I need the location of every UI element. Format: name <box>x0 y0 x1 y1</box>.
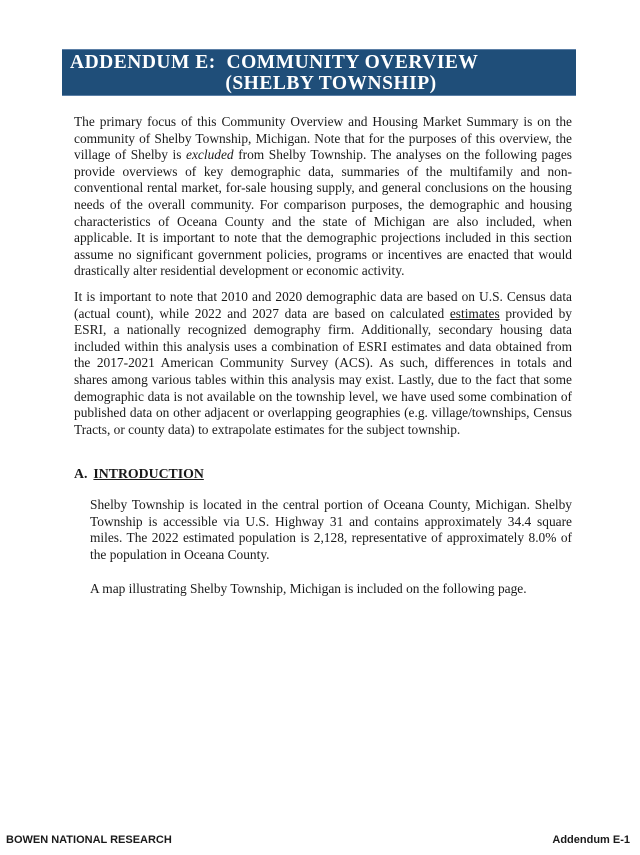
section-a-paragraph-1: Shelby Township is located in the central portion of Oceana County, Michigan. Shelby Township is accessible via U.S. Highway 31 and contains approximately 34.4 square miles. The 2022 estimated population is 2,128, representative of approximately 8.0% of the population in Oceana County. <box>90 497 572 562</box>
footer-page-number: Addendum E-1 <box>552 834 630 846</box>
addendum-title-banner <box>62 49 576 96</box>
footer-company-name: BOWEN NATIONAL RESEARCH <box>6 834 172 846</box>
section-a-paragraph-2: A map illustrating Shelby Township, Michigan is included on the following page. <box>90 581 527 596</box>
paragraph1-excluded-emphasis: excluded <box>186 147 234 163</box>
paragraph1-text-b: from Shelby Township. The analyses on the following pages provide overviews of key demographic data, summaries of the multifamily and non-conventional rental market, for-sale housing supply, and general conclusions on the housing needs of the overall community. For comparison purposes, the demographic and housing characteristics of Oceana County and the state of Michigan are also included, when applicable. It is important to note that the demographic projections included in this section assume no significant government policies, programs or incentives are enacted that would drastically alter residential development or economic activity. <box>74 147 572 279</box>
paragraph2-text-b: provided by ESRI, a nationally recognized demography firm. Additionally, secondary housing data included within this analysis uses a combination of ESRI estimates and data obtained from the 2017-2021 American Community Survey (ACS). As such, differences in totals and shares among various tables within this analysis may exist. Lastly, due to the fact that some demographic data is not available on the township level, we have used some combination of published data on other adjacent or overlapping geographies (e.g. village/townships, Census Tracts, or county data) to extrapolate estimates for the subject township. <box>74 305 573 437</box>
section-a-title: INTRODUCTION <box>93 466 204 481</box>
section-a-letter: A. <box>74 466 88 481</box>
intro-paragraph-2 <box>74 289 572 438</box>
title-line-2: (SHELBY TOWNSHIP) <box>225 73 437 94</box>
paragraph2-estimates-underline: estimates <box>449 305 500 321</box>
section-a-heading <box>74 466 204 482</box>
paragraph2-text-a: It is important to note that 2010 and 2020 demographic data are based on U.S. Census data (actual count), while 2022 and 2027 data are based on calculated <box>74 289 572 321</box>
intro-paragraph-1 <box>74 114 572 280</box>
title-line-1: ADDENDUM E: COMMUNITY OVERVIEW <box>70 52 479 73</box>
paragraph1-text-a: The primary focus of this Community Overview and Housing Market Summary is on the community of Shelby Township, Michigan. Note that for the purposes of this overview, the village of Shelby is <box>74 114 572 163</box>
